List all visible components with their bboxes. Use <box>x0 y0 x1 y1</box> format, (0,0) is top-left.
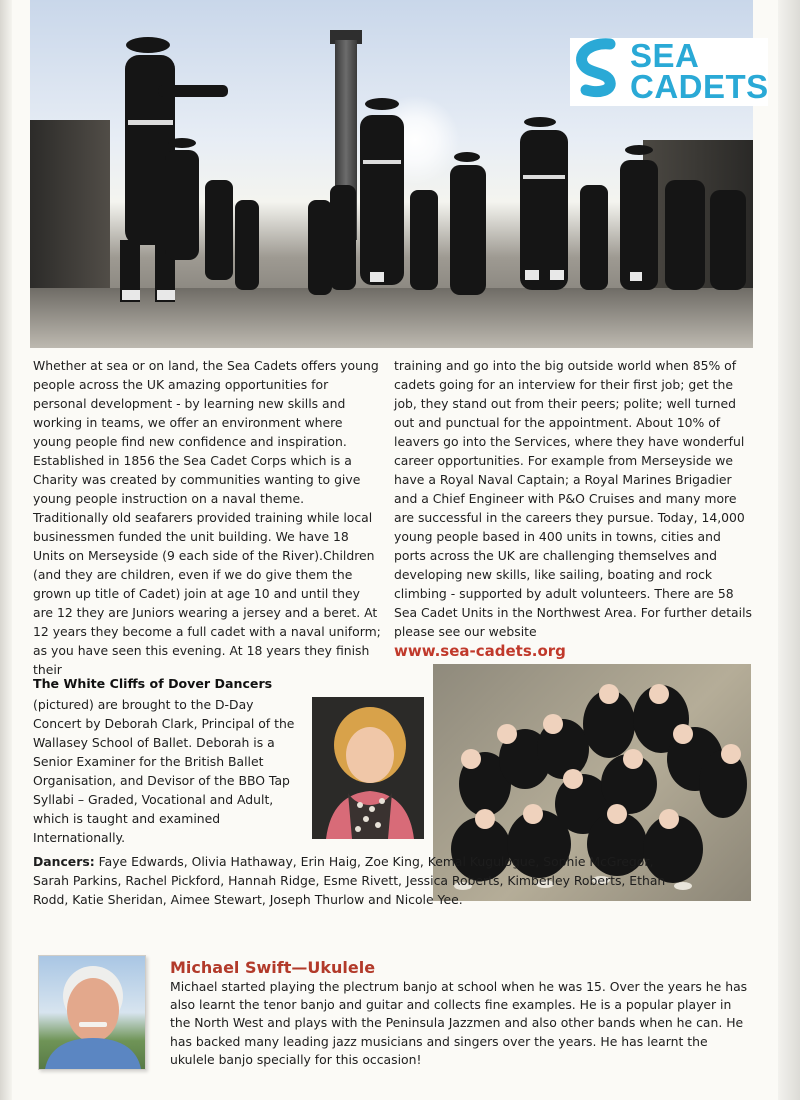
sea-cadets-right-column <box>394 356 754 661</box>
dancers-names: Faye Edwards, Olivia Hathaway, Erin Haig, Zoe King, Kemal Kugulogue, Sophie McGregor, Sarah Parkins, Rachel Pickford, Hannah Ridge, Esme Rivett, Jessica Roberts, Kimberley Roberts, Ethan Rodd, Katie Sheridan, Aimee Stewart, Joseph Thurlow and Nicole Yee. <box>33 854 666 907</box>
sea-cadets-website-link[interactable]: www.sea-cadets.org <box>394 642 566 660</box>
logo-line-2: CADETS <box>630 68 769 105</box>
dancers-heading: The White Cliffs of Dover Dancers <box>33 676 273 691</box>
logo-line-1: SEA <box>630 37 700 74</box>
sea-cadets-logo <box>570 38 768 106</box>
dancers-description: (pictured) are brought to the D-Day Concert by Deborah Clark, Principal of the Wallasey School of Ballet. Deborah is a Senior Examiner for the British Ballet Organisation, and Devisor of the BBO Tap Syllabi – Graded, Vocational and Adult, which is taught and examined Internationally. <box>33 697 295 845</box>
page-binding-edge <box>0 0 12 1100</box>
man-portrait-illustration <box>39 956 145 1069</box>
sea-cadets-wave-icon <box>570 38 622 94</box>
marching-cadets-photo <box>30 0 769 348</box>
logo-wordmark <box>630 37 770 105</box>
woman-portrait-illustration <box>312 697 424 839</box>
deborah-clark-portrait <box>312 697 424 839</box>
dancers-list <box>33 852 673 909</box>
sea-cadets-paragraph-right: training and go into the big outside world when 85% of cadets going for an interview for their first job; get the job, they stand out from their peers; polite; well turned out and punctual for the appointment. About 10% of leavers go into the Services, where they have wonderful career opportunities. For example from Merseyside we have a Royal Naval Captain; a Royal Marines Brigadier and a Chief Engineer with P&O Cruises and many more are successful in the careers they pursue. Today, 14,000 young people based in 400 units in towns, cities and ports across the UK are challenging themselves and developing new skills, like sailing, boating and rock climbing - supported by adult volunteers. There are 58 Sea Cadet Units in the Northwest Area. For further details please see our website <box>394 358 752 639</box>
sea-cadets-left-column <box>33 356 383 679</box>
michael-swift-portrait <box>38 955 146 1070</box>
dancers-list-label: Dancers: <box>33 854 95 869</box>
sea-cadets-paragraph-left: Whether at sea or on land, the Sea Cadets offers young people across the UK amazing opportunities for personal development - by learning new skills and working in teams, we offer an environment where young people find new confidence and inspiration. Established in 1856 the Sea Cadet Corps which is a Charity was created by communities wanting to give young people instruction on a naval theme. Traditionally old seafarers provided training while local businessmen funded the unit building. We have 18 Units on Merseyside (9 each side of the River).Children (and they are children, even if we do give them the grown up title of Cadet) join at age 10 and until they are 12 they are Juniors wearing a jersey and a beret. At 12 years they become a full cadet with a naval uniform; as you have seen this evening. At 18 years they finish their <box>33 358 381 677</box>
michael-swift-bio: Michael started playing the plectrum banjo at school when he was 15. Over the years he has also learnt the tenor banjo and guitar and collects fine examples. He is a popular player in the North West and plays with the Peninsula Jazzmen and also other bands when he can. He has backed many leading jazz musicians and singers over the years. He has learnt the ukulele banjo specially for this occasion! <box>170 979 748 1067</box>
michael-swift-heading: Michael Swift—Ukulele <box>170 958 376 977</box>
page-right-edge <box>778 0 800 1100</box>
